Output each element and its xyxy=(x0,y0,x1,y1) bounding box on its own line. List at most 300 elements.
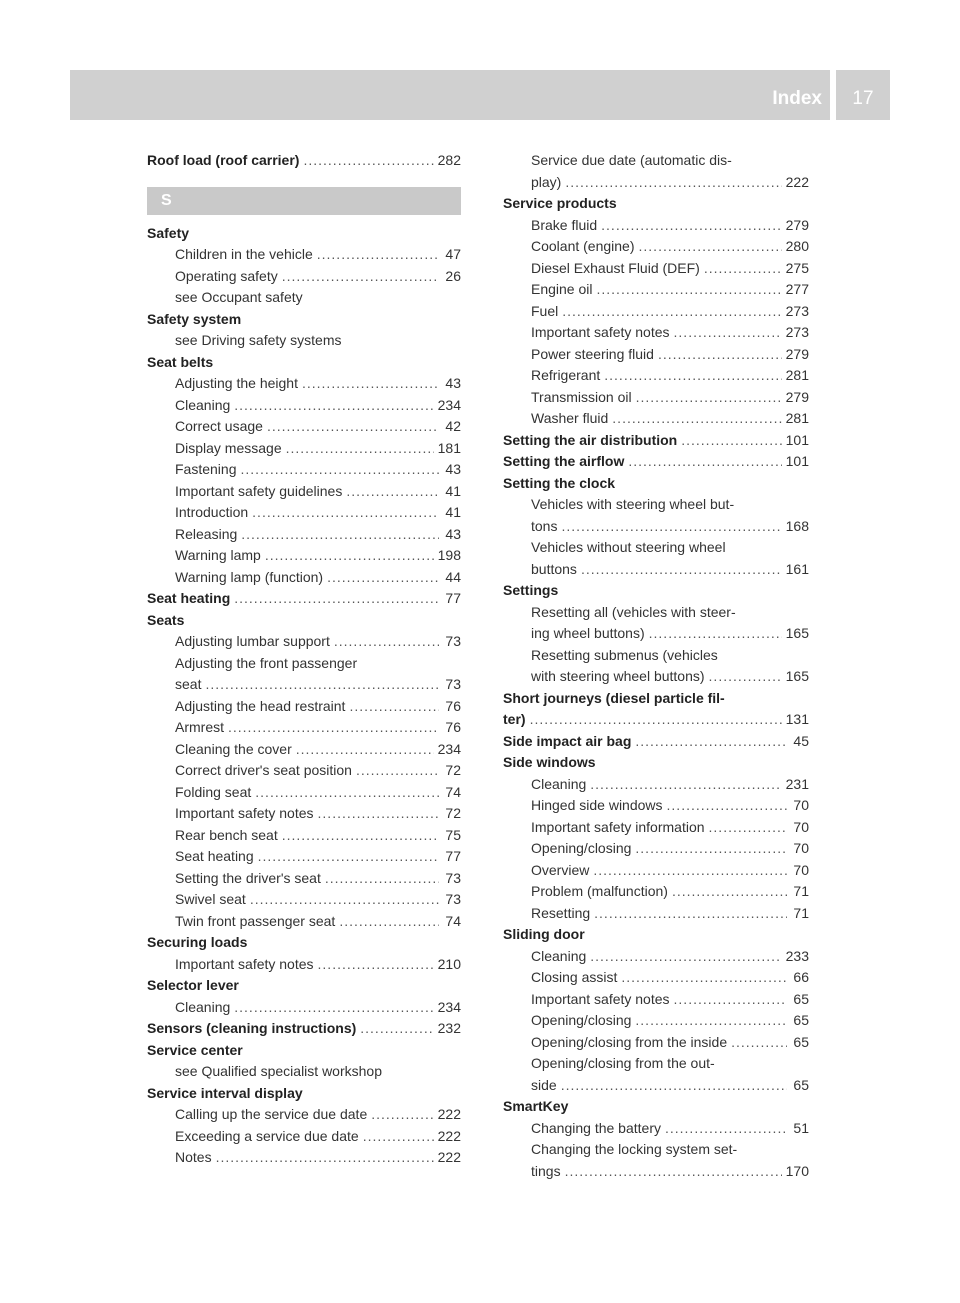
dot-leader xyxy=(234,997,433,1019)
page-reference: 65 xyxy=(793,990,809,1007)
dot-leader xyxy=(601,215,781,237)
dot-leader xyxy=(250,889,439,911)
dot-leader xyxy=(597,279,782,301)
dot-leader xyxy=(258,846,439,868)
entry-label: Cleaning the cover xyxy=(175,740,292,757)
entry-label: Adjusting the head restraint xyxy=(175,697,346,714)
index-subentry xyxy=(503,365,809,387)
index-heading: SmartKey xyxy=(503,1098,569,1114)
page-reference: 65 xyxy=(793,1012,809,1028)
page-reference: 77 xyxy=(445,590,461,606)
dot-leader xyxy=(604,365,781,387)
index-heading: Service interval display xyxy=(147,1084,303,1101)
index-subentry xyxy=(147,997,461,1019)
index-entry xyxy=(147,588,461,610)
entry-label: Roof load (roof carrier) xyxy=(147,152,300,168)
dot-leader xyxy=(561,1075,787,1097)
entry-label: Setting the driver's seat xyxy=(175,869,321,886)
index-subentry-text: Changing the locking system set- xyxy=(531,1141,738,1157)
dot-leader xyxy=(593,860,787,882)
dot-leader xyxy=(672,881,787,903)
dot-leader xyxy=(667,795,787,817)
dot-leader xyxy=(594,903,787,925)
page-reference: 51 xyxy=(793,1119,809,1136)
page-reference: 71 xyxy=(793,883,809,899)
page-reference: 42 xyxy=(445,418,461,434)
page-reference: 70 xyxy=(793,818,809,835)
index-subentry xyxy=(147,825,461,847)
index-subentry xyxy=(503,774,809,796)
entry-label: Warning lamp xyxy=(175,547,261,563)
index-heading: Selector lever xyxy=(147,977,239,993)
page-number: 17 xyxy=(852,88,874,109)
page-reference: 165 xyxy=(785,625,809,641)
dot-leader xyxy=(240,459,439,481)
page-reference: 41 xyxy=(445,504,461,520)
page-reference: 279 xyxy=(785,216,809,233)
entry-label: Diesel Exhaust Fluid (DEF) xyxy=(531,259,700,276)
entry-label: Fastening xyxy=(175,461,237,477)
index-column-left xyxy=(147,150,461,1169)
page-reference: 198 xyxy=(437,547,461,563)
entry-label: tings xyxy=(531,1162,561,1179)
entry-label: Opening/closing xyxy=(531,1012,632,1028)
entry-label: Important safety notes xyxy=(175,955,314,972)
index-subentry xyxy=(147,266,461,288)
dot-leader xyxy=(639,236,782,258)
index-subentry xyxy=(147,631,461,653)
index-subentry xyxy=(503,1118,809,1140)
page-reference: 70 xyxy=(793,861,809,878)
entry-label: Notes xyxy=(175,1149,212,1165)
index-subentry-text: see Occupant safety xyxy=(175,289,303,305)
page-reference: 74 xyxy=(445,912,461,929)
entry-label: Correct driver's seat position xyxy=(175,762,352,778)
dot-leader xyxy=(228,717,439,739)
index-subentry xyxy=(147,954,461,976)
index-heading: Safety xyxy=(147,224,190,241)
index-subentry xyxy=(147,739,461,761)
entry-label: Important safety notes xyxy=(531,990,670,1007)
page-reference: 70 xyxy=(793,840,809,856)
dot-leader xyxy=(363,1126,434,1148)
index-subentry-text: Resetting all (vehicles with steer- xyxy=(531,603,736,620)
dot-leader xyxy=(565,172,781,194)
dot-leader xyxy=(255,782,439,804)
entry-label: Exceeding a service due date xyxy=(175,1127,359,1144)
index-subentry xyxy=(503,1010,809,1032)
page-reference: 101 xyxy=(785,453,809,469)
dot-leader xyxy=(334,631,439,653)
page-reference: 234 xyxy=(437,396,461,413)
index-subentry xyxy=(503,215,809,237)
entry-label: with steering wheel buttons) xyxy=(531,668,705,684)
entry-label: Washer fluid xyxy=(531,410,609,426)
page-reference: 277 xyxy=(785,281,809,297)
dot-leader xyxy=(658,344,782,366)
dot-leader xyxy=(282,266,439,288)
index-subentry xyxy=(503,838,809,860)
page-reference: 45 xyxy=(793,732,809,749)
dot-leader xyxy=(674,989,787,1011)
index-entry xyxy=(147,150,461,172)
index-heading: Seat belts xyxy=(147,353,214,370)
dot-leader xyxy=(265,545,434,567)
index-subentry-text: see Qualified specialist workshop xyxy=(175,1063,382,1079)
index-heading: Securing loads xyxy=(147,934,248,950)
index-subentry-text: Vehicles without steering wheel xyxy=(531,539,726,555)
index-entry xyxy=(147,1018,461,1040)
page-reference: 161 xyxy=(785,560,809,577)
dot-leader xyxy=(628,451,781,473)
entry-label: Cleaning xyxy=(531,947,587,964)
index-subentry xyxy=(147,717,461,739)
index-entry xyxy=(503,430,809,452)
index-subentry-text: Vehicles with steering wheel but- xyxy=(531,496,735,512)
dot-leader xyxy=(267,416,439,438)
dot-leader xyxy=(590,946,781,968)
dot-leader xyxy=(731,1032,787,1054)
dot-leader xyxy=(360,1018,433,1040)
dot-leader xyxy=(234,588,439,610)
entry-label: side xyxy=(531,1076,557,1093)
index-subentry xyxy=(147,567,461,589)
entry-label: Adjusting the height xyxy=(175,375,298,391)
entry-label: Opening/closing xyxy=(531,840,632,856)
page-reference: 275 xyxy=(785,259,809,276)
page-reference: 43 xyxy=(445,525,461,542)
index-subentry xyxy=(503,258,809,280)
dot-leader xyxy=(252,502,439,524)
entry-label: buttons xyxy=(531,560,577,577)
page-reference: 76 xyxy=(445,719,461,735)
page-reference: 65 xyxy=(793,1076,809,1093)
dot-leader xyxy=(590,774,781,796)
index-subentry xyxy=(503,623,809,645)
index-subentry xyxy=(147,846,461,868)
index-subentry-text: Adjusting the front passenger xyxy=(175,654,358,671)
index-subentry-text: Service due date (automatic dis- xyxy=(531,152,732,168)
entry-label: Important safety guidelines xyxy=(175,482,343,499)
page-reference: 231 xyxy=(785,775,809,792)
page-reference: 70 xyxy=(793,797,809,813)
page-reference: 233 xyxy=(785,947,809,964)
page-reference: 273 xyxy=(785,302,809,319)
page-reference: 280 xyxy=(785,238,809,254)
dot-leader xyxy=(635,731,787,753)
header-bar xyxy=(70,70,830,120)
index-subentry xyxy=(147,760,461,782)
page-reference: 279 xyxy=(785,388,809,405)
dot-leader xyxy=(681,430,781,452)
page-reference: 44 xyxy=(445,568,461,585)
index-subentry xyxy=(503,301,809,323)
index-entry xyxy=(503,709,809,731)
index-subentry xyxy=(147,524,461,546)
section-letter-bar: S xyxy=(147,187,461,215)
index-subentry xyxy=(503,989,809,1011)
entry-label: Important safety information xyxy=(531,818,705,835)
index-subentry xyxy=(503,172,809,194)
dot-leader xyxy=(635,838,787,860)
index-subentry xyxy=(503,946,809,968)
entry-label: ing wheel buttons) xyxy=(531,625,645,641)
entry-label: seat xyxy=(175,676,202,692)
page-title: Index xyxy=(772,88,822,109)
entry-label: Correct usage xyxy=(175,418,263,434)
entry-label: Cleaning xyxy=(175,396,231,413)
index-heading: Safety system xyxy=(147,310,242,327)
entry-label: Hinged side windows xyxy=(531,797,663,813)
page-reference: 279 xyxy=(785,345,809,362)
entry-label: Refrigerant xyxy=(531,367,601,383)
page-reference: 165 xyxy=(785,668,809,684)
page-reference: 282 xyxy=(437,152,461,168)
entry-label: Cleaning xyxy=(175,998,231,1015)
index-subentry xyxy=(503,516,809,538)
entry-label: Children in the vehicle xyxy=(175,246,313,262)
page-reference: 41 xyxy=(445,482,461,499)
dot-leader xyxy=(325,868,439,890)
index-subentry xyxy=(147,911,461,933)
entry-label: Opening/closing from the inside xyxy=(531,1033,728,1050)
entry-label: Seat heating xyxy=(175,848,254,864)
page-reference: 170 xyxy=(785,1162,809,1179)
dot-leader xyxy=(561,516,781,538)
entry-label: Engine oil xyxy=(531,281,593,297)
entry-label: play) xyxy=(531,173,562,190)
entry-label: Power steering fluid xyxy=(531,345,654,362)
page-reference: 74 xyxy=(445,783,461,800)
index-subentry xyxy=(503,279,809,301)
index-heading: Side windows xyxy=(503,754,596,770)
dot-leader xyxy=(612,408,781,430)
index-entry xyxy=(503,731,809,753)
dot-leader xyxy=(241,524,439,546)
index-heading: Settings xyxy=(503,582,559,598)
dot-leader xyxy=(621,967,787,989)
index-subentry-text: see Driving safety systems xyxy=(175,332,342,348)
dot-leader xyxy=(709,817,787,839)
index-subentry xyxy=(503,559,809,581)
page-reference: 73 xyxy=(445,633,461,649)
index-heading: Setting the clock xyxy=(503,474,616,491)
entry-label: Resetting xyxy=(531,904,591,921)
index-subentry xyxy=(147,373,461,395)
index-column-right xyxy=(503,150,809,1182)
entry-label: Setting the air distribution xyxy=(503,431,678,448)
index-subentry xyxy=(503,817,809,839)
entry-label: Warning lamp (function) xyxy=(175,568,324,585)
page-reference: 43 xyxy=(445,375,461,391)
page-reference: 181 xyxy=(437,439,461,456)
page-reference: 222 xyxy=(437,1106,461,1122)
dot-leader xyxy=(216,1147,434,1169)
dot-leader xyxy=(565,1161,782,1183)
index-subentry xyxy=(503,236,809,258)
dot-leader xyxy=(562,301,781,323)
page-reference: 73 xyxy=(445,869,461,886)
dot-leader xyxy=(636,387,782,409)
index-subentry xyxy=(147,438,461,460)
page-reference: 71 xyxy=(793,904,809,921)
page-reference: 72 xyxy=(445,762,461,778)
entry-label: Transmission oil xyxy=(531,388,632,405)
page-reference: 222 xyxy=(437,1127,461,1144)
index-subentry xyxy=(147,244,461,266)
entry-label: Brake fluid xyxy=(531,216,598,233)
index-subentry xyxy=(503,1075,809,1097)
entry-label: Introduction xyxy=(175,504,249,520)
entry-label: Cleaning xyxy=(531,775,587,792)
entry-label: Changing the battery xyxy=(531,1119,661,1136)
index-entry xyxy=(503,451,809,473)
dot-leader xyxy=(356,760,439,782)
page-reference: 210 xyxy=(437,955,461,972)
entry-label: Fuel xyxy=(531,302,559,319)
page-reference: 47 xyxy=(445,246,461,262)
entry-label: Important safety notes xyxy=(175,805,314,821)
index-heading: Seats xyxy=(147,611,185,628)
page-reference: 131 xyxy=(785,711,809,727)
entry-label: Coolant (engine) xyxy=(531,238,635,254)
entry-label: Sensors (cleaning instructions) xyxy=(147,1020,357,1036)
page-reference: 77 xyxy=(445,848,461,864)
dot-leader xyxy=(205,674,439,696)
dot-leader xyxy=(649,623,782,645)
entry-label: Armrest xyxy=(175,719,224,735)
dot-leader xyxy=(709,666,782,688)
entry-label: Twin front passenger seat xyxy=(175,912,336,929)
index-heading: Short journeys (diesel particle fil- xyxy=(503,689,725,706)
page-reference: 65 xyxy=(793,1033,809,1050)
dot-leader xyxy=(318,803,439,825)
page-reference: 43 xyxy=(445,461,461,477)
index-subentry xyxy=(503,1161,809,1183)
dot-leader xyxy=(349,696,439,718)
index-subentry xyxy=(147,481,461,503)
entry-label: Adjusting lumbar support xyxy=(175,633,330,649)
dot-leader xyxy=(286,438,434,460)
dot-leader xyxy=(674,322,782,344)
dot-leader xyxy=(339,911,439,933)
index-subentry xyxy=(503,903,809,925)
entry-label: Overview xyxy=(531,861,590,878)
index-subentry xyxy=(503,795,809,817)
page-reference: 273 xyxy=(785,324,809,340)
page-reference: 101 xyxy=(785,431,809,448)
index-subentry xyxy=(147,696,461,718)
entry-label: Closing assist xyxy=(531,969,618,985)
entry-label: Side impact air bag xyxy=(503,732,632,749)
page-reference: 73 xyxy=(445,891,461,907)
page-reference: 168 xyxy=(785,517,809,534)
entry-label: Swivel seat xyxy=(175,891,246,907)
index-subentry xyxy=(503,387,809,409)
entry-label: Rear bench seat xyxy=(175,826,278,843)
dot-leader xyxy=(704,258,782,280)
index-subentry xyxy=(147,416,461,438)
index-subentry xyxy=(147,889,461,911)
index-subentry xyxy=(147,545,461,567)
index-subentry-text: Opening/closing from the out- xyxy=(531,1055,715,1071)
page-reference: 232 xyxy=(437,1020,461,1036)
entry-label: Important safety notes xyxy=(531,324,670,340)
index-subentry xyxy=(147,1104,461,1126)
dot-leader xyxy=(327,567,439,589)
page-reference: 234 xyxy=(437,740,461,757)
entry-label: Releasing xyxy=(175,525,238,542)
index-subentry xyxy=(147,502,461,524)
page-reference: 222 xyxy=(437,1149,461,1165)
dot-leader xyxy=(635,1010,787,1032)
page-reference: 72 xyxy=(445,805,461,821)
dot-leader xyxy=(317,244,439,266)
entry-label: Display message xyxy=(175,439,282,456)
index-subentry xyxy=(503,860,809,882)
dot-leader xyxy=(282,825,439,847)
entry-label: Problem (malfunction) xyxy=(531,883,668,899)
entry-label: Folding seat xyxy=(175,783,252,800)
dot-leader xyxy=(234,395,433,417)
index-subentry xyxy=(503,344,809,366)
index-heading: Sliding door xyxy=(503,926,585,942)
entry-label: Calling up the service due date xyxy=(175,1106,368,1122)
index-subentry xyxy=(147,868,461,890)
index-subentry xyxy=(503,1032,809,1054)
dot-leader xyxy=(581,559,782,581)
index-subentry xyxy=(147,395,461,417)
dot-leader xyxy=(318,954,434,976)
page-reference: 281 xyxy=(785,410,809,426)
page-reference: 73 xyxy=(445,676,461,692)
page-reference: 76 xyxy=(445,697,461,714)
dot-leader xyxy=(665,1118,787,1140)
index-subentry xyxy=(147,803,461,825)
dot-leader xyxy=(303,150,433,172)
index-heading: Service products xyxy=(503,195,617,211)
index-subentry xyxy=(147,782,461,804)
index-subentry xyxy=(147,1126,461,1148)
dot-leader xyxy=(296,739,434,761)
entry-label: Operating safety xyxy=(175,267,278,284)
index-subentry xyxy=(503,408,809,430)
index-subentry-text: Resetting submenus (vehicles xyxy=(531,646,718,663)
index-subentry xyxy=(503,967,809,989)
entry-label: Setting the airflow xyxy=(503,453,625,469)
dot-leader xyxy=(346,481,439,503)
entry-label: ter) xyxy=(503,711,526,727)
index-subentry xyxy=(503,666,809,688)
page-reference: 281 xyxy=(785,367,809,383)
page-reference: 75 xyxy=(445,826,461,843)
dot-leader xyxy=(530,709,782,731)
dot-leader xyxy=(371,1104,433,1126)
page-reference: 222 xyxy=(785,173,809,190)
index-heading: Service center xyxy=(147,1041,243,1058)
entry-label: Seat heating xyxy=(147,590,231,606)
page-reference: 66 xyxy=(793,969,809,985)
page-reference: 234 xyxy=(437,998,461,1015)
index-subentry xyxy=(147,674,461,696)
dot-leader xyxy=(302,373,439,395)
page-reference: 26 xyxy=(445,267,461,284)
index-subentry xyxy=(147,1147,461,1169)
index-subentry xyxy=(503,322,809,344)
entry-label: tons xyxy=(531,517,558,534)
index-subentry xyxy=(147,459,461,481)
index-subentry xyxy=(503,881,809,903)
